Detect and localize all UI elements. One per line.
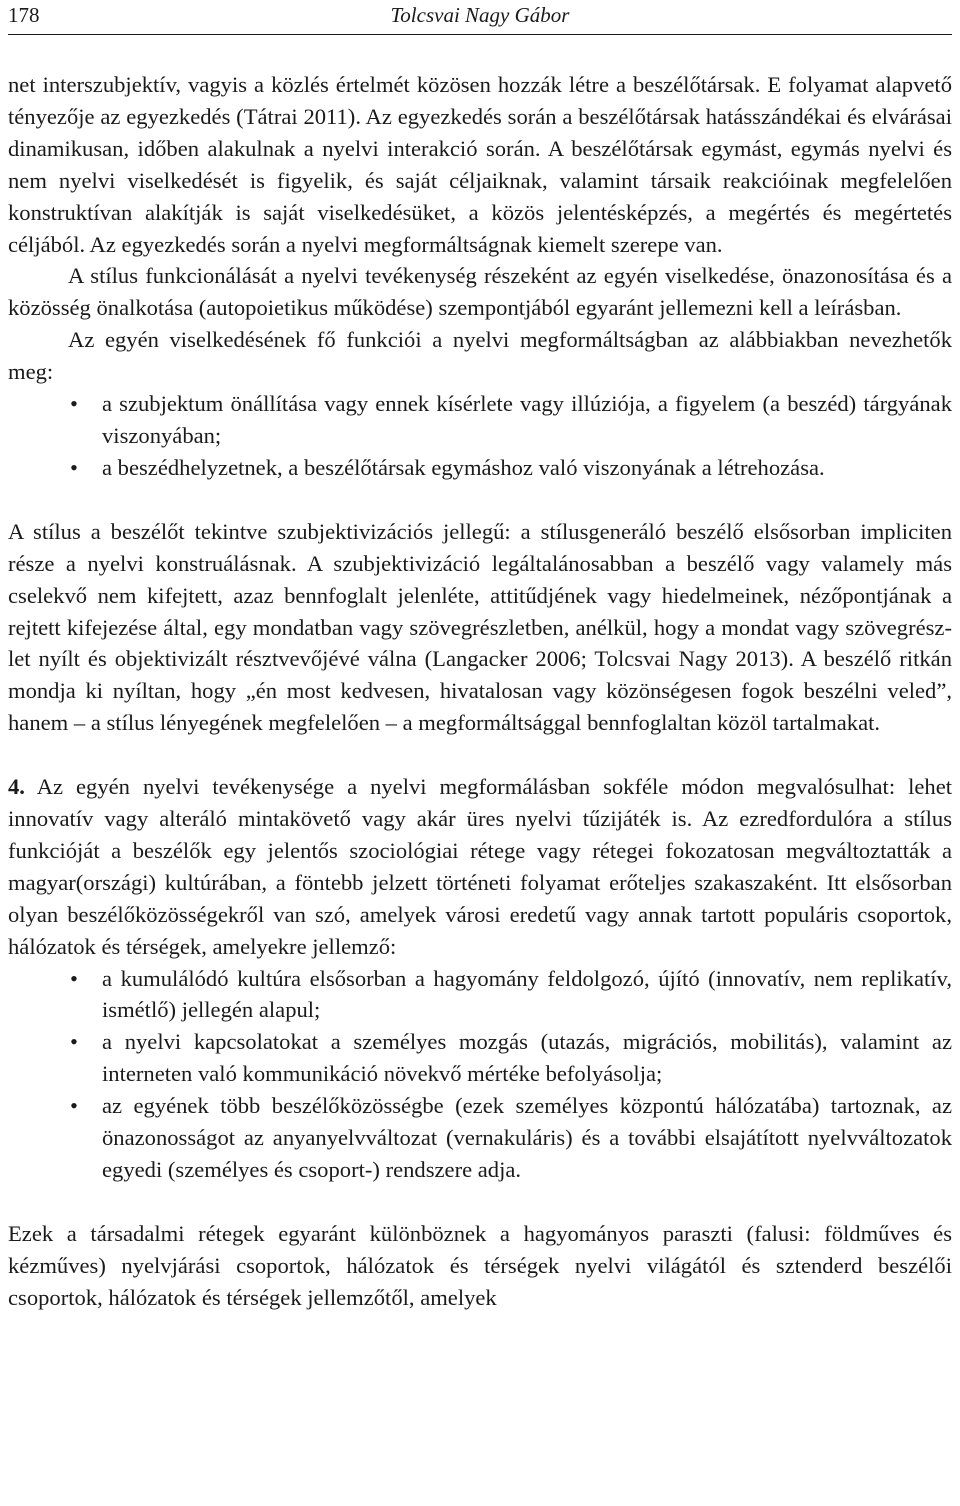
bullet-icon: • [70,391,78,417]
list-item-text: a beszédhelyzetnek, a beszélőtársak egymáshoz való viszonyának a létrehozása. [102,454,825,480]
list-item [8,452,952,484]
bullet-icon: • [70,1093,78,1119]
bullet-list-1 [8,388,952,484]
bullet-list-2 [8,963,952,1186]
list-item-text: az egyének több beszélőközösségbe (ezek személyes központú hálózatába) tartoznak, az önazonosságot az anyanyelvváltozat (vernakuláris) és a további elsajátított nyelvváltozatok egyedi (személyes és csoport-) rendszere adja. [102,1093,952,1182]
list-item-text: a szubjektum önállítása vagy ennek kísérlete vagy illúziója, a figyelem (a beszéd) tárgyának viszonyában; [102,391,952,448]
paragraph-2: A stílus funkcionálását a nyelvi tevékenység részeként az egyén viselkedése, önazonosítása és a közösség önalkotása (autopoietikus működése) szempontjából egyaránt jellemezni kell a leírásban. [8,263,952,321]
list-item [8,963,952,1027]
paragraph-1: net interszubjektív, vagyis a közlés értelmét közösen hozzák létre a beszélőtársak. E folyamat alapvető tényezője az egyezkedés (Tátrai 2011). Az egyezkedés során a beszélőtársak hatásszándékai és elvárásai dinamikusan, időben alakulnak a nyelvi interakció során. A beszélőtársak egymást, egymás nyelvi és nem nyelvi viselkedését is figyelik, és saját céljaiknak, valamint társaik reakcióinak megfelelően konstruktívan alakítják is saját viselkedésüket, a közös jelentésképzés, a megértés és megértetés céljából. Az egyezkedés során a nyelvi megformáltságnak kiemelt szerepe van. [8,72,952,257]
paragraph-5 [8,771,952,962]
section-number: 4. [8,774,25,800]
bullet-icon: • [70,1029,78,1055]
list-item [8,1090,952,1186]
bullet-icon: • [70,965,78,991]
list-item-text: a nyelvi kapcsolatokat a személyes mozgás (utazás, migrációs, mobilitás), valamint az interneten való kommunikáció növekvő mértéke befolyásolja; [102,1029,952,1087]
paragraph-4: A stílus a beszélőt tekintve szubjektivizációs jellegű: a stílusgeneráló beszélő elsősorban impliciten része a nyelvi konstruálásnak. A szubjektivizáció legáltalánosabban a beszélő vagy valamely más cselekvő nem kifejtett, azaz bennfoglalt jelenléte, attitűdjének vagy hiedelmeinek, nézőpontjának a rejtett kifejezése által, egy mondatban vagy szövegrészletben, anélkül, hogy a mondat vagy szövegrészlet nyílt és objektivizált résztvevőjévé válna (Langacker 2006; Tolcsvai Nagy 2013). A beszélő ritkán mondja ki nyíltan, hogy „én most kedvesen, hivatalosan vagy közönségesen fogok beszélni veled”, hanem – a stílus lényegének megfelelően – a megformáltsággal bennfoglaltan közöl tartalmakat. [8,518,952,736]
body-text [8,69,952,1314]
paragraph-3: Az egyén viselkedésének fő funkciói a nyelvi megformáltságban az alábbiakban nevezhetők meg: [8,327,952,385]
document-page [8,0,952,1314]
paragraph-6: Ezek a társadalmi rétegek egyaránt különböznek a hagyományos paraszti (falusi: földműves és kézműves) nyelvjárási csoportok, hálózatok és térségek nyelvi világától és sztenderd beszélői csoportok, hálózatok és térségek jellemzőtől, amelyek [8,1220,952,1310]
list-item-text: a kumulálódó kultúra elsősorban a hagyomány feldolgozó, újító (innovatív, nem replikatív, ismétlő) jellegén alapul; [102,965,952,1023]
running-title: Tolcsvai Nagy Gábor [390,3,570,27]
bullet-icon: • [70,454,78,480]
running-header [8,0,952,35]
list-item [8,1026,952,1090]
page-number: 178 [8,3,40,27]
list-item [8,388,952,452]
paragraph-5-text: Az egyén nyelvi tevékenysége a nyelvi megformálásban sokféle módon megvalósulhat: lehet innovatív vagy alteráló mintakövető vagy akár üres nyelvi tűzijáték is. Az ezredfordulóra a stílus funkcióját a beszélők egy jelentős szociológiai rétege vagy rétegei fokozatosan megváltoztatták a magyar(országi) kultúrában, a föntebb jelzett történeti folyamat erőteljes szakaszaként. Itt elsősorban olyan beszélőközösségekről van szó, amelyek városi eredetű vagy annak tartott populáris csoportok, hálózatok és térségek, amelyekre jellemző: [8,774,952,959]
